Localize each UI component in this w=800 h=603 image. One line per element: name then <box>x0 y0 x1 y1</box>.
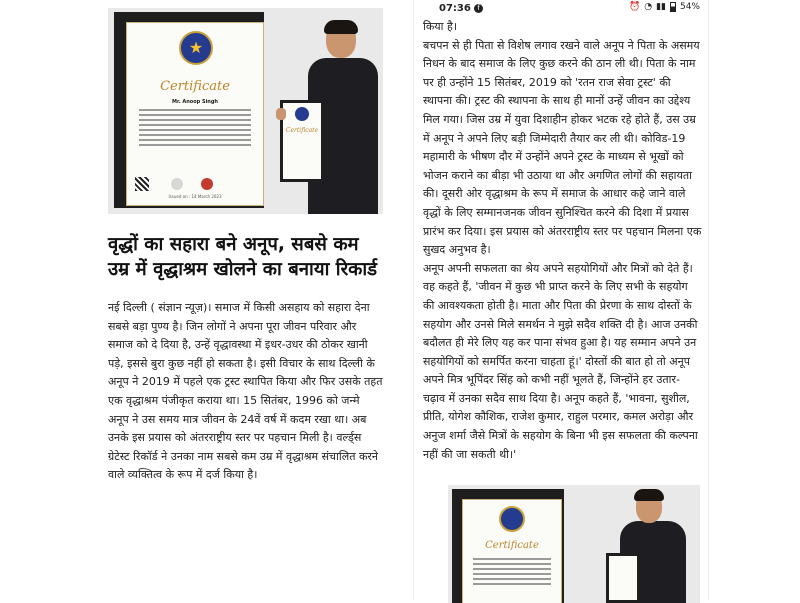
world-records-logo: ★ <box>179 31 213 65</box>
certificate-frame <box>114 12 264 208</box>
certificate-title: Certificate <box>485 540 539 551</box>
notification-icon: f <box>474 4 483 13</box>
certificate-frame <box>452 489 564 603</box>
certificate-recipient: Mr. Anoop Singh <box>171 99 218 105</box>
stamp-icon <box>201 178 213 190</box>
left-column <box>108 8 383 485</box>
article-continuation <box>414 16 708 464</box>
phone-screenshot <box>413 0 709 600</box>
certificate-footer: Issued on : 14 March 2023 <box>168 194 222 199</box>
certificate-text <box>473 558 551 588</box>
paragraph: अनूप अपनी सफलता का श्रेय अपने सहयोगियों और मित्रों को देते हैं। वह कहते हैं, 'जीवन में कुछ भी प्राप्त करने के लिए सभी के सहयोग की आवश्यकता होती है। माता और पिता की प्रेरणा के साथ दोस्तों के सहयोग और उनसे मिले समर्थन ने मुझे सदैव शक्ति दी है। आज उनकी बदौलत ही मेरे लिए यह कर पाना संभव हुआ है। यह सम्मान अपने उन सहयोगियों को समर्पित करना चाहता हूं।' दोस्तों की बात हो तो अनूप अपने मित्र भूपिंदर सिंह को कभी नहीं भूलते हैं, जिन्होंने हर उतार-चढ़ाव में उनका सदैव साथ दिया है। अनूप कहते हैं, 'भावना, सुशील, प्रीति, योगेश कौशिक, राजेश कुमार, राहुल परमार, कमल अरोड़ा और अनुज शर्मा जैसे मित्रों के सहयोग के बिना भी इस सफलता की कल्पना नहीं की जा सकती थी।' <box>423 261 698 461</box>
signal-icon: ▮▮ <box>656 2 666 12</box>
certificate-photo <box>108 8 383 214</box>
certificate-title: Certificate <box>160 79 230 94</box>
alarm-icon: ⏰ <box>629 2 641 12</box>
status-bar <box>414 0 708 16</box>
certificate-photo-2 <box>448 485 700 603</box>
qr-code-icon <box>135 177 149 191</box>
article-body: नई दिल्ली ( संज्ञान न्यूज़)। समाज में किसी असहाय को सहारा देना सबसे बड़ा पुण्य है। जिन लोगों ने अपना पूरा जीवन परिवार और समाज को दे दिया है, उन्हें वृद्धावस्था में इधर-उधर की ठोकर खानी पड़े, इससे बुरा कुछ नहीं हो सकता है। इसी विचार के साथ दिल्ली के अनूप ने 2019 में पहले एक ट्रस्ट स्थापित किया और फिर उसके तहत एक वृद्धाश्रम पंजीकृत कराया था। 15 सितंबर, 1996 को जन्मे अनूप ने उस समय मात्र जीवन के 24वें वर्ष में कदम रखा था। अब उनके इस प्रयास को अंतरराष्ट्रीय स्तर पर पहचान मिली है। वर्ल्ड्स ग्रेटेस्ट रिकॉर्ड ने उनका नाम सबसे कम उम्र में वृद्धाश्रम संचालित करने वाले व्यक्तित्व के रूप में दर्ज किया है। <box>108 301 383 482</box>
clock: 07:36 <box>439 3 471 14</box>
article-headline: वृद्धों का सहारा बने अनूप, सबसे कम उम्र में वृद्धाश्रम खोलने का बनाया रिकार्ड <box>108 234 378 280</box>
world-records-logo <box>499 506 525 532</box>
battery-icon <box>670 2 676 12</box>
certificate-text <box>139 109 251 149</box>
paragraph: बचपन से ही पिता से विशेष लगाव रखने वाले अनूप ने पिता के असमय निधन के बाद समाज के लिए कुछ करने की ठान ली थी। पिता के नाम पर ही उन्होंने 15 सितंबर, 2019 को 'रतन राज सेवा ट्रस्ट' की स्थापना की। ट्रस्ट की स्थापना के साथ ही मानों उन्हें जीवन का उद्देश्य मिल गया। जिस उम्र में युवा दिशाहीन होकर भटक रहे होते हैं, उस उम्र में अनूप ने अपने लिए बड़ी जिम्मेदारी तैयार कर ली थी। कोविड-19 महामारी के भीषण दौर में उन्होंने अपने ट्रस्ट के माध्यम से भूखों को भोजन कराने का बीड़ा भी उठाया था और अगणित लोगों की सहायता की। दूसरी ओर वृद्धाश्रम के रूप में समाज के आधार कहे जाने वाले वृद्धों के लिए सम्मानजनक जीवन सुनिश्चित करने की दिशा में प्रयास प्रारंभ कर दिया। इस प्रयास को अंतरराष्ट्रीय स्तर पर पहचान मिलना एक सुखद अनुभव है। <box>423 38 702 257</box>
wifi-icon: ◔ <box>644 2 653 12</box>
certificate <box>462 499 562 603</box>
held-certificate <box>606 553 640 603</box>
battery-level: 54% <box>679 2 700 12</box>
seal-icon <box>171 178 183 190</box>
status-icons <box>629 2 700 12</box>
held-certificate: Certificate <box>280 100 324 182</box>
certificate <box>126 22 264 206</box>
paragraph: किया है। <box>423 20 458 33</box>
